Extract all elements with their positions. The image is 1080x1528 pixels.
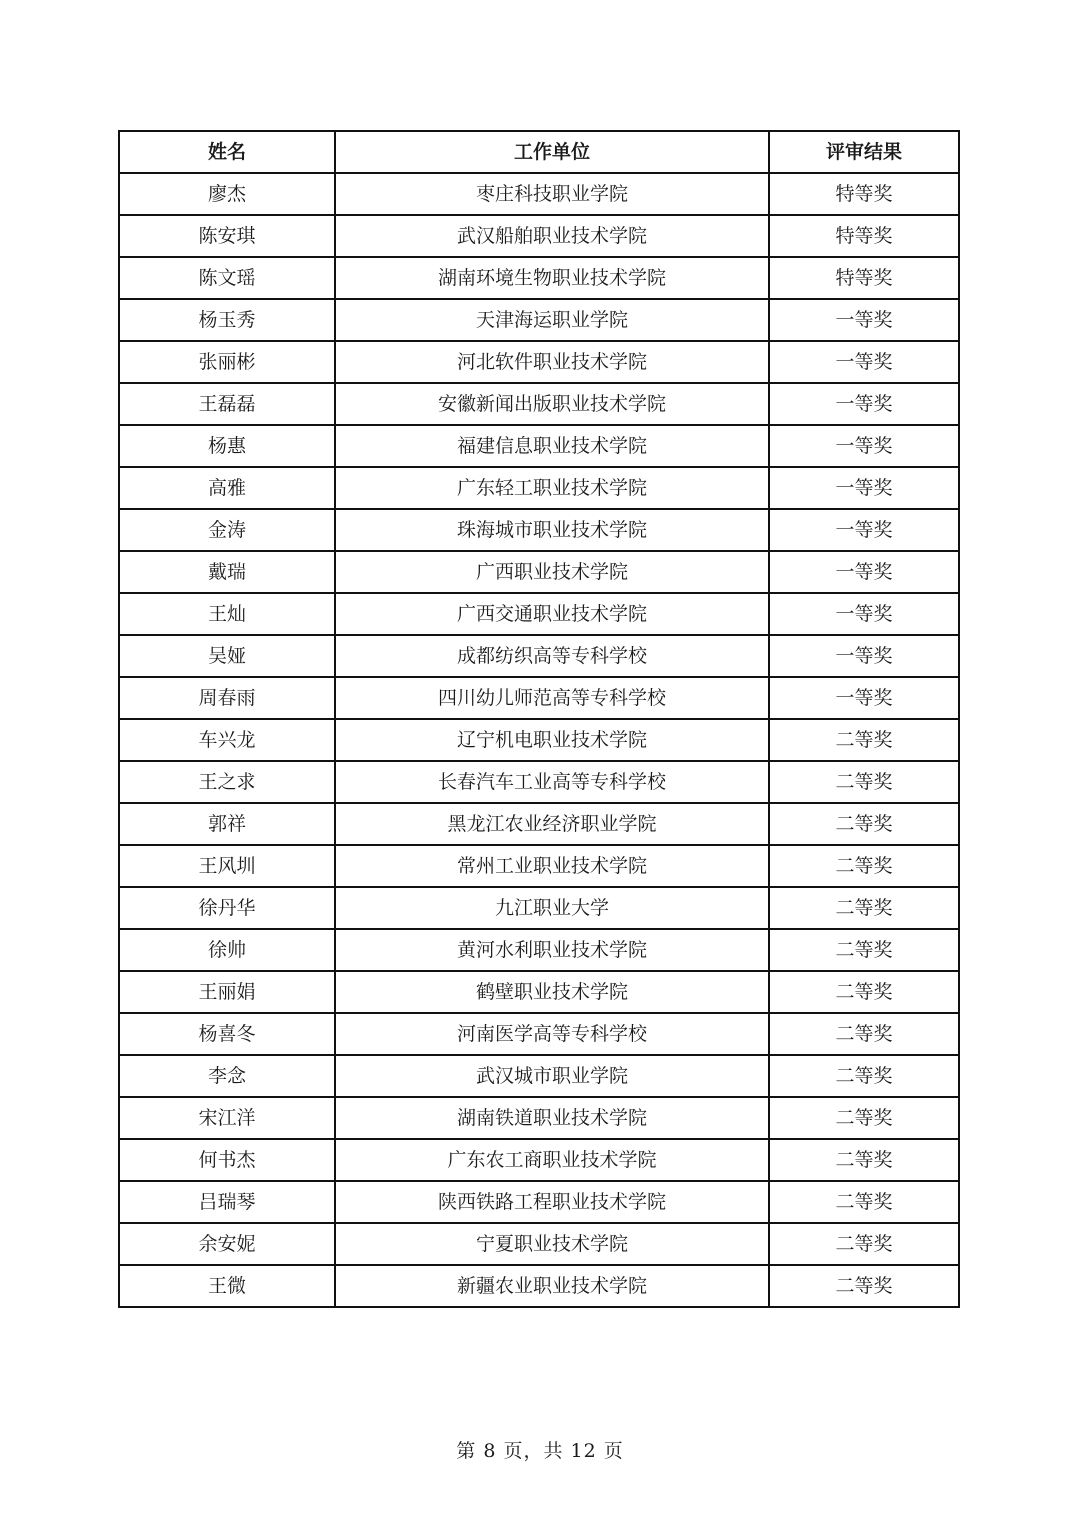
cell-name: 徐丹华 bbox=[119, 887, 335, 929]
table-row bbox=[119, 425, 959, 467]
cell-organization: 长春汽车工业高等专科学校 bbox=[335, 761, 769, 803]
cell-name: 杨玉秀 bbox=[119, 299, 335, 341]
cell-name: 廖杰 bbox=[119, 173, 335, 215]
cell-organization: 河南医学高等专科学校 bbox=[335, 1013, 769, 1055]
cell-organization: 武汉船舶职业技术学院 bbox=[335, 215, 769, 257]
table-header bbox=[119, 131, 959, 173]
cell-name: 李念 bbox=[119, 1055, 335, 1097]
cell-organization: 安徽新闻出版职业技术学院 bbox=[335, 383, 769, 425]
cell-name: 郭祥 bbox=[119, 803, 335, 845]
cell-result: 二等奖 bbox=[769, 761, 959, 803]
cell-name: 吕瑞琴 bbox=[119, 1181, 335, 1223]
cell-result: 特等奖 bbox=[769, 215, 959, 257]
award-results-table bbox=[118, 130, 960, 1308]
table-row bbox=[119, 761, 959, 803]
cell-result: 特等奖 bbox=[769, 257, 959, 299]
cell-organization: 枣庄科技职业学院 bbox=[335, 173, 769, 215]
cell-name: 王磊磊 bbox=[119, 383, 335, 425]
cell-result: 特等奖 bbox=[769, 173, 959, 215]
cell-result: 一等奖 bbox=[769, 677, 959, 719]
cell-name: 车兴龙 bbox=[119, 719, 335, 761]
cell-result: 二等奖 bbox=[769, 1097, 959, 1139]
cell-result: 二等奖 bbox=[769, 1265, 959, 1307]
table-row bbox=[119, 257, 959, 299]
cell-result: 二等奖 bbox=[769, 803, 959, 845]
header-result: 评审结果 bbox=[769, 131, 959, 173]
cell-result: 一等奖 bbox=[769, 509, 959, 551]
table-row bbox=[119, 719, 959, 761]
cell-result: 二等奖 bbox=[769, 971, 959, 1013]
cell-name: 宋江洋 bbox=[119, 1097, 335, 1139]
cell-name: 戴瑞 bbox=[119, 551, 335, 593]
cell-organization: 广西职业技术学院 bbox=[335, 551, 769, 593]
table-row bbox=[119, 971, 959, 1013]
cell-result: 二等奖 bbox=[769, 1181, 959, 1223]
cell-organization: 天津海运职业学院 bbox=[335, 299, 769, 341]
cell-organization: 福建信息职业技术学院 bbox=[335, 425, 769, 467]
cell-name: 王风圳 bbox=[119, 845, 335, 887]
table-row bbox=[119, 509, 959, 551]
cell-result: 一等奖 bbox=[769, 425, 959, 467]
cell-organization: 陕西铁路工程职业技术学院 bbox=[335, 1181, 769, 1223]
table-row bbox=[119, 845, 959, 887]
table-row bbox=[119, 929, 959, 971]
cell-name: 高雅 bbox=[119, 467, 335, 509]
cell-organization: 湖南铁道职业技术学院 bbox=[335, 1097, 769, 1139]
cell-organization: 宁夏职业技术学院 bbox=[335, 1223, 769, 1265]
cell-name: 吴娅 bbox=[119, 635, 335, 677]
cell-result: 二等奖 bbox=[769, 1013, 959, 1055]
table-row bbox=[119, 887, 959, 929]
cell-organization: 广西交通职业技术学院 bbox=[335, 593, 769, 635]
cell-result: 二等奖 bbox=[769, 719, 959, 761]
cell-name: 王之求 bbox=[119, 761, 335, 803]
cell-organization: 常州工业职业技术学院 bbox=[335, 845, 769, 887]
cell-name: 王丽娟 bbox=[119, 971, 335, 1013]
cell-result: 一等奖 bbox=[769, 593, 959, 635]
cell-organization: 黑龙江农业经济职业学院 bbox=[335, 803, 769, 845]
cell-name: 何书杰 bbox=[119, 1139, 335, 1181]
cell-organization: 辽宁机电职业技术学院 bbox=[335, 719, 769, 761]
cell-organization: 九江职业大学 bbox=[335, 887, 769, 929]
cell-organization: 广东农工商职业技术学院 bbox=[335, 1139, 769, 1181]
cell-organization: 成都纺织高等专科学校 bbox=[335, 635, 769, 677]
cell-name: 陈安琪 bbox=[119, 215, 335, 257]
table-row bbox=[119, 1223, 959, 1265]
cell-name: 张丽彬 bbox=[119, 341, 335, 383]
table-row bbox=[119, 593, 959, 635]
cell-name: 金涛 bbox=[119, 509, 335, 551]
cell-name: 陈文瑶 bbox=[119, 257, 335, 299]
table-row bbox=[119, 1265, 959, 1307]
cell-organization: 鹤壁职业技术学院 bbox=[335, 971, 769, 1013]
cell-result: 二等奖 bbox=[769, 929, 959, 971]
cell-result: 一等奖 bbox=[769, 341, 959, 383]
table-row bbox=[119, 467, 959, 509]
table-row bbox=[119, 803, 959, 845]
cell-name: 杨喜冬 bbox=[119, 1013, 335, 1055]
cell-organization: 河北软件职业技术学院 bbox=[335, 341, 769, 383]
cell-name: 杨惠 bbox=[119, 425, 335, 467]
table-row bbox=[119, 1013, 959, 1055]
cell-organization: 武汉城市职业学院 bbox=[335, 1055, 769, 1097]
header-organization: 工作单位 bbox=[335, 131, 769, 173]
cell-organization: 黄河水利职业技术学院 bbox=[335, 929, 769, 971]
table-row bbox=[119, 635, 959, 677]
cell-result: 二等奖 bbox=[769, 1139, 959, 1181]
cell-organization: 湖南环境生物职业技术学院 bbox=[335, 257, 769, 299]
table-row bbox=[119, 1097, 959, 1139]
table-body bbox=[119, 173, 959, 1307]
cell-organization: 四川幼儿师范高等专科学校 bbox=[335, 677, 769, 719]
cell-name: 余安妮 bbox=[119, 1223, 335, 1265]
cell-name: 王灿 bbox=[119, 593, 335, 635]
cell-result: 二等奖 bbox=[769, 845, 959, 887]
table-row bbox=[119, 341, 959, 383]
table-row bbox=[119, 551, 959, 593]
table-row bbox=[119, 677, 959, 719]
cell-result: 一等奖 bbox=[769, 383, 959, 425]
header-name: 姓名 bbox=[119, 131, 335, 173]
cell-result: 二等奖 bbox=[769, 1223, 959, 1265]
table-row bbox=[119, 1055, 959, 1097]
table-row bbox=[119, 173, 959, 215]
cell-organization: 新疆农业职业技术学院 bbox=[335, 1265, 769, 1307]
cell-result: 一等奖 bbox=[769, 299, 959, 341]
cell-result: 一等奖 bbox=[769, 467, 959, 509]
header-row bbox=[119, 131, 959, 173]
cell-name: 徐帅 bbox=[119, 929, 335, 971]
table-row bbox=[119, 299, 959, 341]
cell-result: 一等奖 bbox=[769, 635, 959, 677]
table-row bbox=[119, 383, 959, 425]
cell-result: 二等奖 bbox=[769, 887, 959, 929]
cell-name: 周春雨 bbox=[119, 677, 335, 719]
cell-organization: 珠海城市职业技术学院 bbox=[335, 509, 769, 551]
table-row bbox=[119, 1181, 959, 1223]
page-number: 第 8 页，共 12 页 bbox=[456, 1440, 624, 1462]
cell-name: 王微 bbox=[119, 1265, 335, 1307]
cell-organization: 广东轻工职业技术学院 bbox=[335, 467, 769, 509]
table-row bbox=[119, 1139, 959, 1181]
cell-result: 一等奖 bbox=[769, 551, 959, 593]
table-row bbox=[119, 215, 959, 257]
cell-result: 二等奖 bbox=[769, 1055, 959, 1097]
